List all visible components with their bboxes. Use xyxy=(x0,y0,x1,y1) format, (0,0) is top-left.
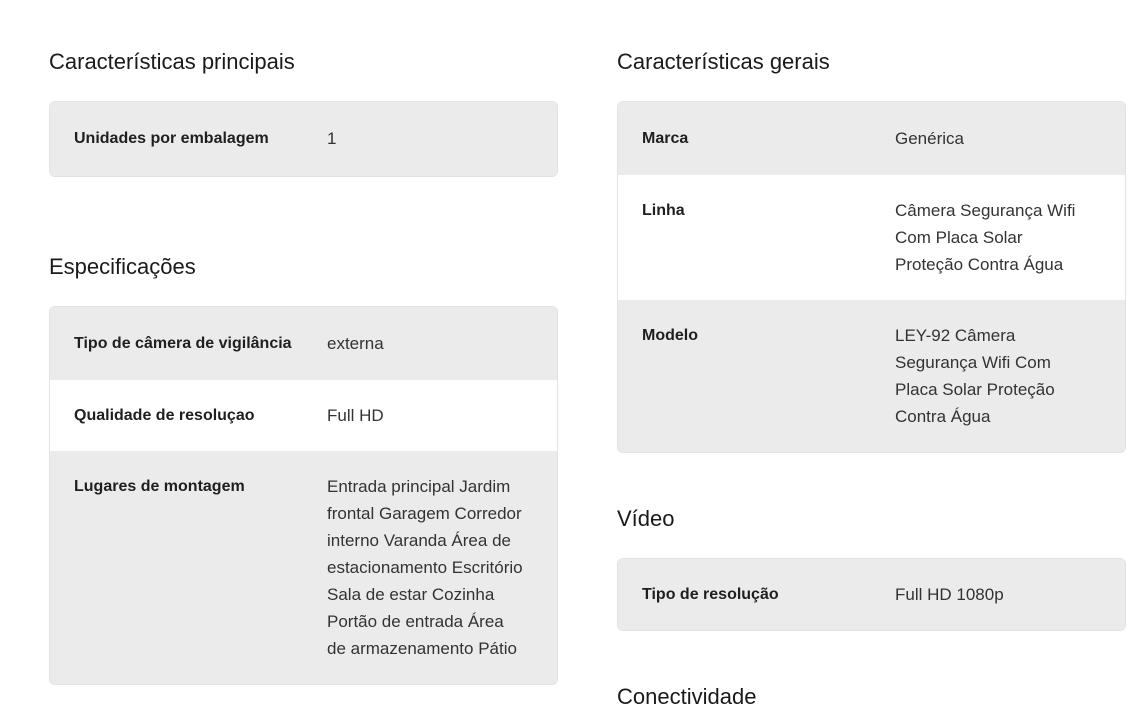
row-value: Full HD xyxy=(327,406,384,425)
row-value: Full HD 1080p xyxy=(895,585,1004,604)
row-label: Lugares de montagem xyxy=(74,478,245,495)
section-title-connectivity: Conectividade xyxy=(617,684,757,709)
row-label: Unidades por embalagem xyxy=(74,130,269,147)
main-features-table xyxy=(49,101,558,177)
table-row xyxy=(618,175,1125,300)
table-row xyxy=(618,300,1125,452)
row-value: Genérica xyxy=(895,129,964,148)
section-title-general-features: Características gerais xyxy=(617,49,830,74)
row-value: LEY-92 Câmera Segurança Wifi Com Placa Solar Proteção Contra Água xyxy=(895,326,1055,426)
specifications-table xyxy=(49,306,558,685)
table-row xyxy=(618,559,1125,630)
row-label: Modelo xyxy=(642,327,698,344)
row-label: Marca xyxy=(642,130,689,147)
row-label: Linha xyxy=(642,202,685,219)
table-row xyxy=(618,102,1125,175)
table-row xyxy=(50,307,557,380)
table-row xyxy=(50,380,557,451)
table-row xyxy=(50,102,557,176)
section-title-main-features: Características principais xyxy=(49,49,295,74)
section-title-specifications: Especificações xyxy=(49,254,196,279)
row-label: Tipo de câmera de vigilância xyxy=(74,335,292,352)
row-value: Câmera Segurança Wifi Com Placa Solar Proteção Contra Água xyxy=(895,201,1076,274)
row-label: Qualidade de resoluçao xyxy=(74,407,255,424)
general-features-table xyxy=(617,101,1126,453)
section-title-video: Vídeo xyxy=(617,506,675,531)
video-table xyxy=(617,558,1126,631)
table-row xyxy=(50,451,557,684)
row-value: 1 xyxy=(327,129,337,148)
row-value: externa xyxy=(327,334,384,353)
row-value: Entrada principal Jardim frontal Garagem Corredor interno Varanda Área de estacionamento Escritório Sala de estar Cozinha Portão de entrada Área de armazenamento Pátio xyxy=(327,477,523,658)
row-label: Tipo de resolução xyxy=(642,586,779,603)
